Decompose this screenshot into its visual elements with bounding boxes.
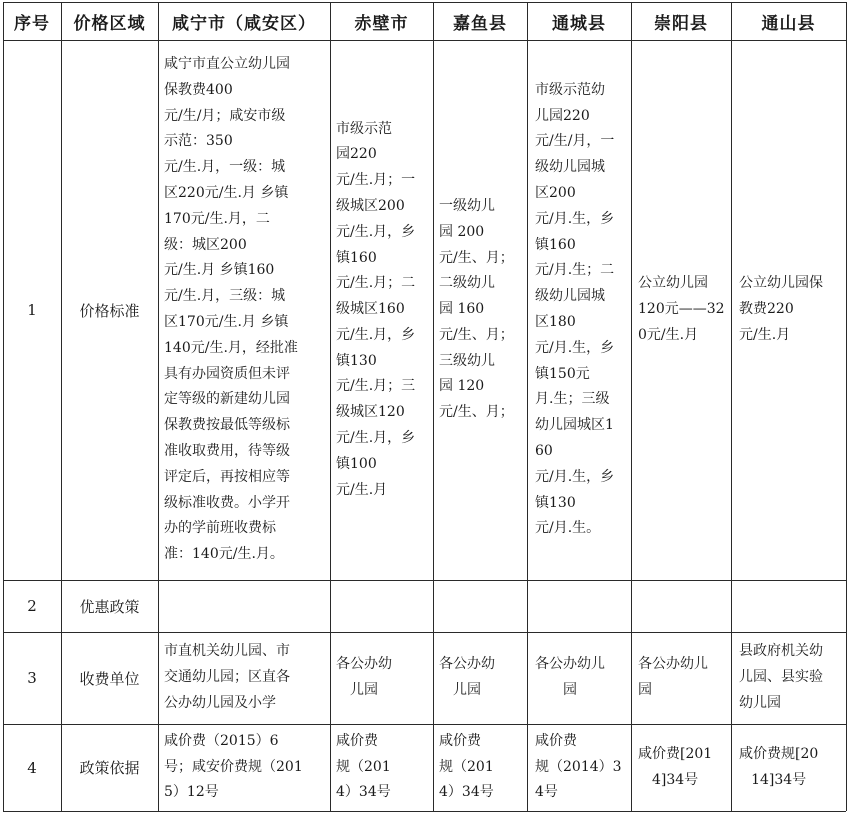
table-cell-text: 市级示范幼 儿园220 元/生/月，一 级幼儿园城 区200 元/月.生，乡 镇160 元/月.生；二 级幼儿园城 区180 元/月.生，乡 镇150元 月.生；三级 幼儿园城区1 60 元/月.生，乡 镇130 元/月.生。 (535, 81, 615, 537)
table-cell (731, 40, 846, 580)
table-cell-text: 各公办幼 儿园 (336, 656, 392, 698)
table-cell-text: 公立幼儿园 120元——32 0元/生.月 (638, 275, 725, 343)
table-cell-text: 咸价费（2015）6 号；咸安价费规（201 5）12号 (164, 732, 303, 801)
table-cell-text: 各公办幼儿 园 (638, 656, 708, 698)
table-cell (158, 580, 330, 632)
header-cell (527, 2, 631, 40)
table-cell (731, 632, 846, 724)
table-cell-text: 咸价费规[20 14]34号 (739, 745, 819, 788)
header-cell-text: 通城县 (552, 13, 606, 34)
row-number (3, 632, 61, 724)
row-number-text: 4 (27, 758, 37, 777)
table-cell (330, 724, 433, 811)
row-item-label-text: 政策依据 (79, 759, 140, 777)
row-number (3, 40, 61, 580)
table-cell (433, 632, 527, 724)
row-item-label-text: 收费单位 (79, 669, 140, 688)
table-cell (527, 40, 631, 580)
row-number-text: 3 (27, 669, 37, 687)
header-cell (731, 2, 846, 40)
row-item-label (61, 40, 158, 580)
row-number-text: 1 (27, 301, 37, 319)
table-cell (527, 724, 631, 811)
table-cell (158, 40, 330, 580)
header-cell (433, 2, 527, 40)
row-item-label (61, 632, 158, 724)
table-cell (631, 40, 731, 580)
row-item-label (61, 724, 158, 811)
header-cell-text: 价格区域 (73, 13, 146, 34)
header-cell (61, 2, 158, 40)
table-cell-text: 市级示范 园220 元/生.月；一 级城区200 元/生.月，乡 镇160 元/生.月；二 级城区160 元/生.月，乡 镇130 元/生.月；三 级城区120 元/生.月，乡 镇100 元/生.月 (336, 120, 416, 498)
table-cell (527, 632, 631, 724)
table-cell-text: 各公办幼儿 园 (535, 656, 605, 698)
header-cell-text: 咸宁市（咸安区） (172, 13, 316, 34)
table-cell (631, 724, 731, 811)
table-cell (731, 724, 846, 811)
table-cell (330, 632, 433, 724)
table-cell-text: 咸价费[201 4]34号 (638, 745, 713, 788)
table-cell (731, 580, 846, 632)
table-cell (631, 580, 731, 632)
table-cell-text: 县政府机关幼 儿园、县实验 幼儿园 (739, 643, 823, 711)
table-cell (433, 724, 527, 811)
header-cell-text: 崇阳县 (654, 13, 708, 34)
header-cell (158, 2, 330, 40)
row-number (3, 580, 61, 632)
header-cell (3, 2, 61, 40)
table-cell-text: 市直机关幼儿园、市 交通幼儿园；区直各 公办幼儿园及小学 (164, 643, 290, 711)
header-cell-text: 序号 (14, 13, 50, 34)
header-cell-text: 赤壁市 (354, 13, 409, 34)
table-cell (527, 580, 631, 632)
table-cell (433, 40, 527, 580)
header-cell (631, 2, 731, 40)
table-cell (158, 724, 330, 811)
header-cell (330, 2, 433, 40)
table-cell (158, 632, 330, 724)
table-cell (330, 580, 433, 632)
table-cell (631, 632, 731, 724)
table-cell-text: 咸价费 规（201 4）34号 (439, 732, 494, 801)
row-number (3, 724, 61, 811)
row-number-text: 2 (27, 597, 37, 615)
table-cell-text: 咸价费 规（2014）3 4号 (535, 732, 622, 801)
header-cell-text: 嘉鱼县 (453, 13, 507, 34)
table-cell-text: 咸价费 规（201 4）34号 (336, 732, 391, 801)
table-cell-text: 公立幼儿园保 教费220 元/生.月 (739, 275, 823, 343)
table-cell-text: 咸宁市直公立幼儿园 保教费400 元/生/月；咸安市级 示范：350 元/生.月，一级：城 区220元/生.月 乡镇 170元/生.月，二 级：城区200 元/生.月 乡镇160 元/生.月，三级：城 区170元/生.月 乡镇 140元/生.月，经批准 具有办园资质但未评 定等级的新建幼儿园 保教费按最低等级标 准收取费用，待等级 评定后，再按相应等 级标准收费。小学开 办的学前班收费标 准：140元/生.月。 (164, 56, 298, 563)
row-item-label (61, 580, 158, 632)
table-cell (433, 580, 527, 632)
row-item-label-text: 价格标准 (79, 301, 140, 320)
table-cell-text: 各公办幼 儿园 (439, 656, 495, 698)
header-cell-text: 通山县 (761, 13, 816, 34)
row-item-label-text: 优惠政策 (79, 597, 140, 616)
table-cell (330, 40, 433, 580)
table-cell-text: 一级幼儿 园 200 元/生、月； 二级幼儿 园 160 元/生、月； 三级幼儿 园 120 元/生、月； (439, 197, 514, 421)
